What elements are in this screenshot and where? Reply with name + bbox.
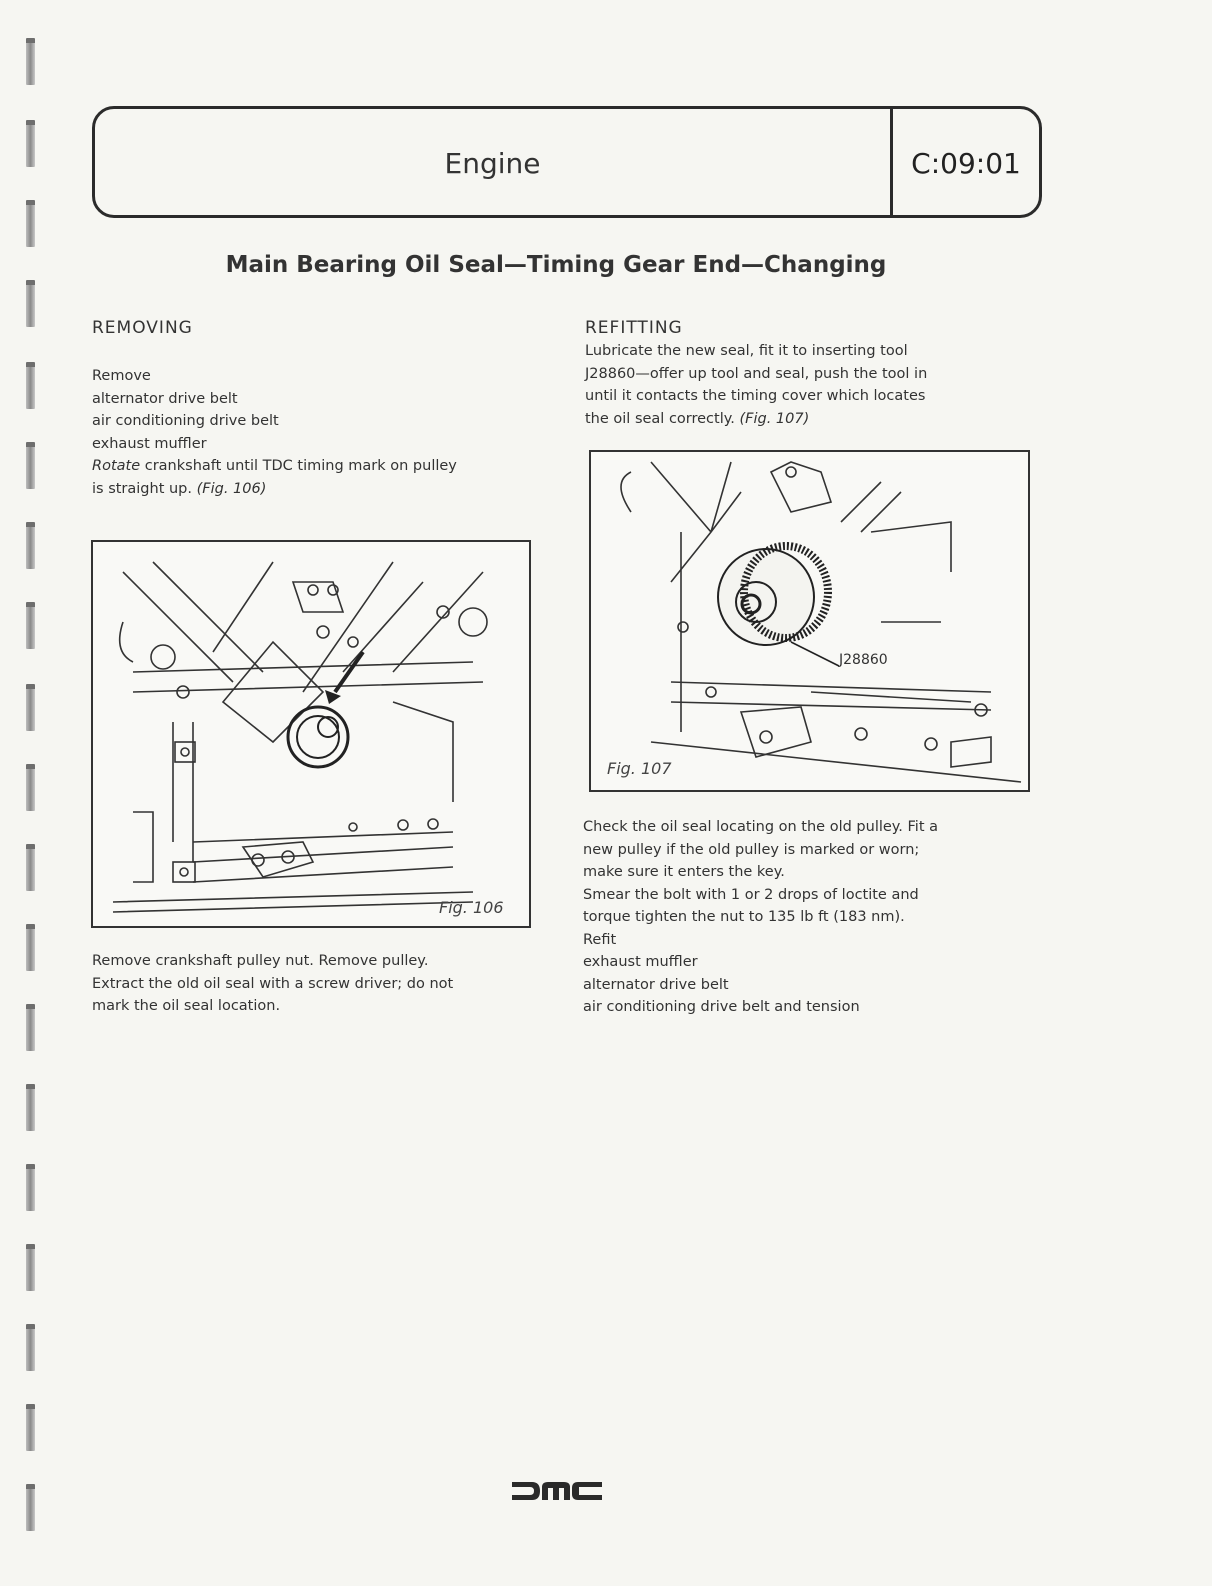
- binder-hole: [26, 1164, 35, 1211]
- binder-hole: [26, 442, 35, 489]
- binder-hole: [26, 764, 35, 811]
- refitting-heading: REFITTING: [585, 318, 683, 338]
- binder-hole: [26, 280, 35, 327]
- paragraph-line: the oil seal correctly. (Fig. 107): [585, 410, 810, 427]
- figure-107: [589, 450, 1030, 792]
- paragraph-line: make sure it enters the key.: [583, 864, 785, 880]
- figure-label: Fig. 106: [439, 898, 504, 917]
- rotate-word: Rotate: [92, 458, 141, 474]
- paragraph-line: mark the oil seal location.: [92, 998, 281, 1014]
- binder-hole: [26, 1084, 35, 1131]
- binder-hole: [26, 120, 35, 167]
- page-title: Main Bearing Oil Seal—Timing Gear End—Changing: [225, 252, 887, 278]
- dmc-logo-icon: [512, 1478, 602, 1504]
- figure-106: [91, 540, 531, 928]
- fig-reference: (Fig. 106): [196, 480, 267, 497]
- binder-hole: [26, 1484, 35, 1531]
- binder-hole: [26, 1004, 35, 1051]
- refitting-after-text: [583, 816, 938, 1019]
- removing-item: alternator drive belt: [92, 390, 238, 407]
- binder-hole: [26, 684, 35, 731]
- paragraph-line: alternator drive belt: [583, 976, 729, 993]
- paragraph-line: Refit: [583, 931, 617, 948]
- paragraph-line: Smear the bolt with 1 or 2 drops of loctite and: [583, 886, 919, 903]
- rotate-line: [92, 455, 457, 478]
- section-code: C:09:01: [911, 147, 1021, 180]
- paragraph-line: until it contacts the timing cover which locates: [585, 388, 926, 404]
- rotate-rest: crankshaft until TDC timing mark on pulley: [140, 458, 457, 474]
- binder-hole: [26, 924, 35, 971]
- paragraph-line: Extract the old oil seal with a screw driver; do not: [92, 975, 454, 992]
- paragraph-line: new pulley if the old pulley is marked or worn;: [583, 841, 920, 858]
- fig-reference: (Fig. 107): [739, 410, 810, 427]
- paragraph-line: J28860—offer up tool and seal, push the tool in: [585, 365, 928, 382]
- binder-hole: [26, 1404, 35, 1451]
- removing-intro: Remove: [92, 368, 151, 384]
- section-title: Engine: [444, 147, 541, 180]
- binder-hole: [26, 38, 35, 85]
- section-header: [92, 106, 1042, 218]
- removing-item: exhaust muffler: [92, 435, 207, 452]
- paragraph-line: air conditioning drive belt and tension: [583, 999, 860, 1015]
- removing-item: air conditioning drive belt: [92, 413, 279, 429]
- removing-heading: REMOVING: [92, 318, 193, 338]
- binder-hole: [26, 844, 35, 891]
- rotate-line-2: is straight up. (Fig. 106): [92, 480, 267, 497]
- dmc-logo: [512, 1478, 602, 1508]
- refitting-text: [585, 340, 927, 430]
- paragraph-line: exhaust muffler: [583, 954, 698, 970]
- figure-label: Fig. 107: [607, 759, 672, 778]
- paragraph-line: Lubricate the new seal, fit it to inserting tool: [585, 343, 908, 359]
- removing-after-text: [92, 950, 453, 1018]
- binder-hole: [26, 1244, 35, 1291]
- engine-illustration-106: [93, 542, 529, 926]
- binder-hole: [26, 200, 35, 247]
- removing-steps: [92, 365, 457, 500]
- paragraph-line: torque tighten the nut to 135 lb ft (183 nm).: [583, 909, 905, 925]
- binder-hole: [26, 522, 35, 569]
- paragraph-line: Check the oil seal locating on the old pulley. Fit a: [583, 819, 939, 835]
- paragraph-line: Remove crankshaft pulley nut. Remove pulley.: [92, 953, 429, 969]
- binder-hole: [26, 362, 35, 409]
- tool-label: J28860: [839, 652, 888, 668]
- binder-hole: [26, 1324, 35, 1371]
- binder-hole: [26, 602, 35, 649]
- engine-illustration-107: [591, 452, 1028, 790]
